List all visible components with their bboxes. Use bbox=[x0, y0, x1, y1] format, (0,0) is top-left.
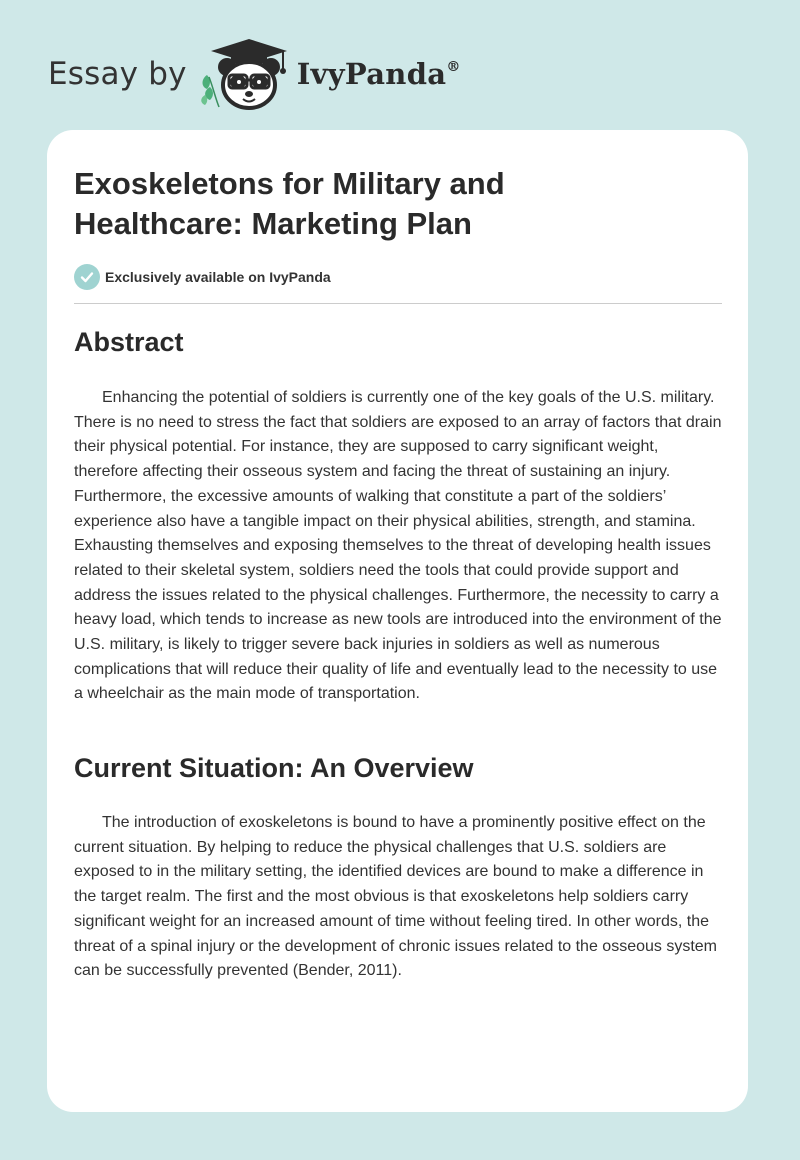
brand-name-text: IvyPanda bbox=[296, 57, 447, 91]
registered-mark: ® bbox=[446, 59, 461, 75]
check-badge-icon bbox=[74, 264, 100, 290]
exclusive-label: Exclusively available on IvyPanda bbox=[105, 269, 331, 285]
section-heading-abstract: Abstract bbox=[74, 327, 184, 357]
site-header bbox=[48, 34, 461, 114]
section-heading-current-situation: Current Situation: An Overview bbox=[74, 753, 474, 783]
ivy-leaf-icon bbox=[201, 75, 219, 107]
check-icon bbox=[80, 270, 94, 284]
section-body-abstract: Enhancing the potential of soldiers is currently one of the key goals of the U.S. military. There is no need to stress the fact that soldiers are exposed to an array of factors that drain their physical potential. For instance, they are supposed to carry significant weight, therefore affecting their osseous system and facing the threat of sustaining an injury. Furthermore, the excessive amounts of walking that constitute a part of the soldiers’ experience also have a tangible impact on their physical abilities, strength, and stamina. Exhausting themselves and exposing themselves to the threat of developing health issues related to their skeletal system, soldiers need the tools that could provide support and address the issues related to the physical challenges. Furthermore, the necessity to carry a heavy load, which tends to increase as new tools are introduced into the environment of the U.S. military, is likely to trigger severe back injuries in soldiers as well as numerous complications that will reduce their quality of life and eventually lead to the necessity to use a wheelchair as the main mode of transportation. bbox=[74, 389, 722, 703]
exclusive-badge bbox=[74, 264, 331, 290]
panda-graduate-icon[interactable] bbox=[197, 35, 293, 113]
article-title: Exoskeletons for Military and Healthcare: Marketing Plan bbox=[74, 166, 505, 241]
essay-by-label: Essay by bbox=[48, 56, 187, 92]
brand-name[interactable] bbox=[297, 57, 461, 91]
article-card bbox=[47, 130, 748, 1112]
title-divider bbox=[74, 303, 722, 304]
panda-logo-svg bbox=[197, 35, 293, 113]
section-body-current-situation: The introduction of exoskeletons is bound to have a prominently positive effect on the current situation. By helping to reduce the physical challenges that U.S. soldiers are exposed to in the military setting, the identified devices are bound to make a difference in the target realm. The first and the most obvious is that exoskeletons help soldiers carry significant weight for an increased amount of time without feeling tired. In other words, the threat of a spinal injury or the development of chronic issues related to the osseous system can be successfully prevented (Bender, 2011). bbox=[74, 814, 718, 980]
